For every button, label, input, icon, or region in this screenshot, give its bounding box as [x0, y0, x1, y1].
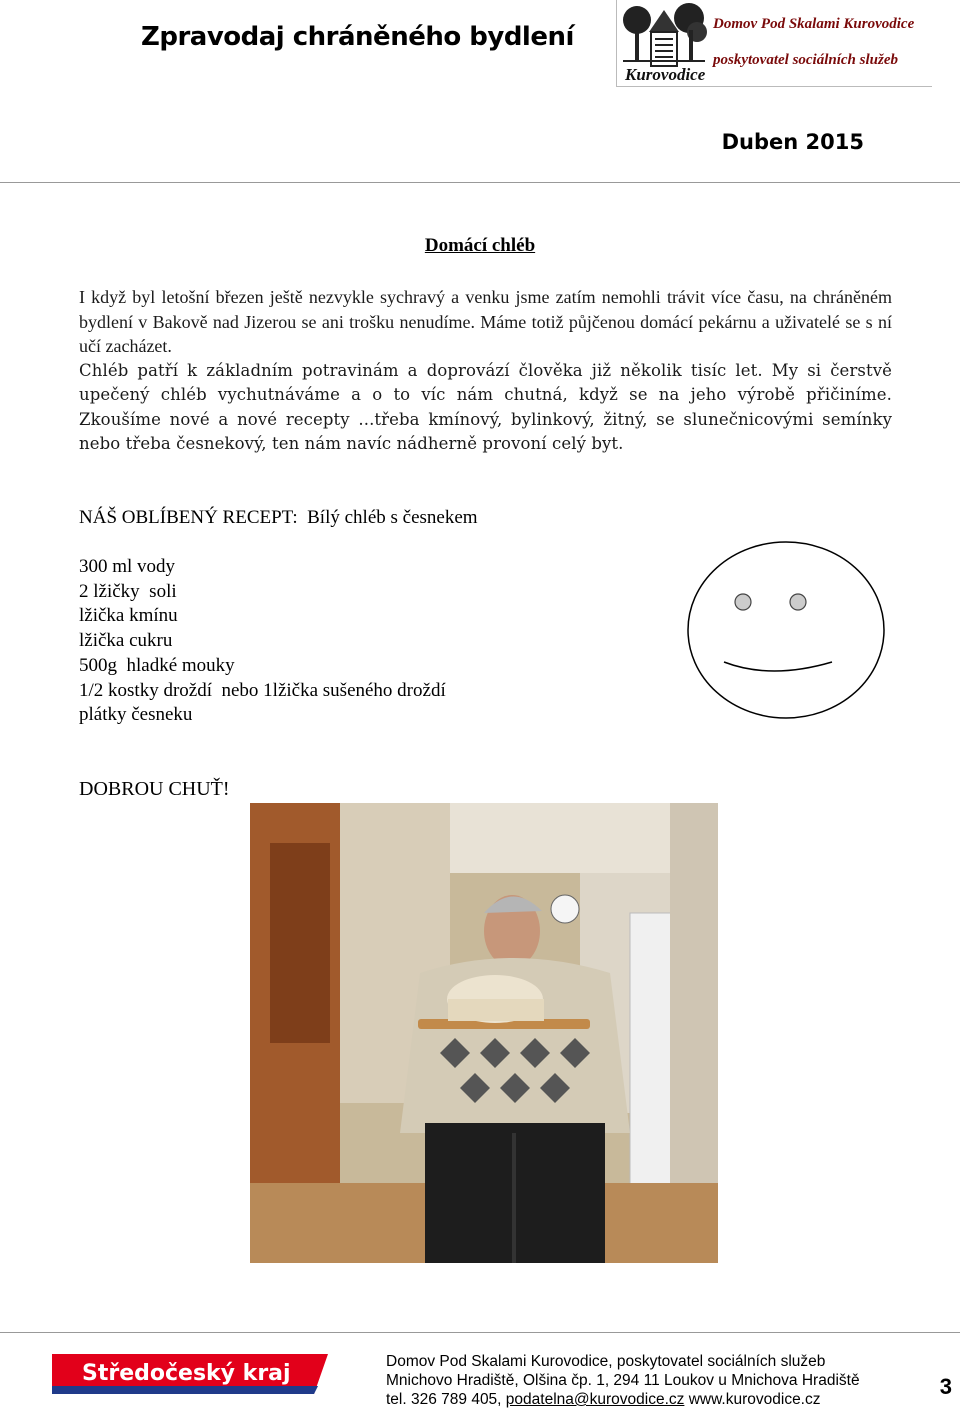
castle-tree-logo-icon: [619, 2, 709, 84]
footer-logo-text: Středočeský kraj: [82, 1361, 291, 1386]
closing-text: DOBROU CHUŤ!: [79, 778, 230, 800]
footer-contact-line: [386, 1390, 860, 1409]
article-paragraph: I když byl letošní březen ještě nezvykle sychravý a venku jsme zatím nemohli trávit více času, na chráněném bydlení v Bakově nad Jizerou se ani trošku nenudíme. Máme totiž půjčenou domácí pekárnu a uživatelé se s ní učí zacházet.: [79, 287, 892, 356]
article-body: [79, 285, 892, 457]
organization-logo: [616, 0, 932, 87]
logo-organization-subtitle: poskytovatel sociálních služeb: [713, 52, 898, 68]
logo-organization-name: Domov Pod Skalami Kurovodice: [713, 16, 915, 32]
logo-wordmark: Kurovodice: [625, 65, 706, 84]
ingredient-item: lžička kmínu: [79, 605, 178, 627]
footer-divider: [0, 1332, 960, 1333]
ingredient-item: 2 lžičky soli: [79, 580, 177, 602]
article-paragraph: Chléb patří k základním potravinám a doprovází člověka již několik tisíc let. My si čerstvě upečený chléb vychutnáváme a o to víc nám chutná, když se na jeho výrobě přičiníme. Zkoušíme nové a nové recepty ...třeba kmínový, bylinkový, žitný, se slunečnicovými semínky nebo třeba česnekový, ten nám navíc nádherně provoní celý byt.: [79, 360, 892, 453]
newsletter-title: Zpravodaj chráněného bydlení: [141, 22, 574, 52]
footer-organization: Domov Pod Skalami Kurovodice, poskytovatel sociálních služeb: [386, 1353, 826, 1370]
footer-phone: tel. 326 789 405,: [386, 1391, 506, 1408]
stredocesky-kraj-logo: [52, 1354, 328, 1394]
ingredient-list: [79, 555, 446, 728]
page-number: 3: [939, 1374, 952, 1399]
issue-date: Duben 2015: [721, 130, 864, 154]
footer-contact: [386, 1352, 860, 1409]
footer-email-link[interactable]: podatelna@kurovodice.cz: [505, 1391, 685, 1408]
ingredient-item: 300 ml vody: [79, 556, 176, 577]
footer-address: Mnichovo Hradiště, Olšina čp. 1, 294 11 Loukov u Mnichova Hradiště: [386, 1372, 860, 1389]
header-divider: [0, 182, 960, 183]
footer-website[interactable]: www.kurovodice.cz: [684, 1391, 821, 1408]
smiley-face-icon: [686, 540, 886, 720]
ingredient-item: 1/2 kostky droždí nebo 1lžička sušeného droždí: [79, 679, 446, 701]
article-title: Domácí chléb: [424, 235, 536, 256]
baker-photo: [250, 803, 718, 1263]
ingredient-item: 500g hladké mouky: [79, 654, 235, 676]
ingredient-item: lžička cukru: [79, 630, 173, 652]
recipe-heading: NÁŠ OBLÍBENÝ RECEPT: Bílý chléb s česnekem: [79, 507, 478, 528]
ingredient-item: plátky česneku: [79, 704, 193, 726]
